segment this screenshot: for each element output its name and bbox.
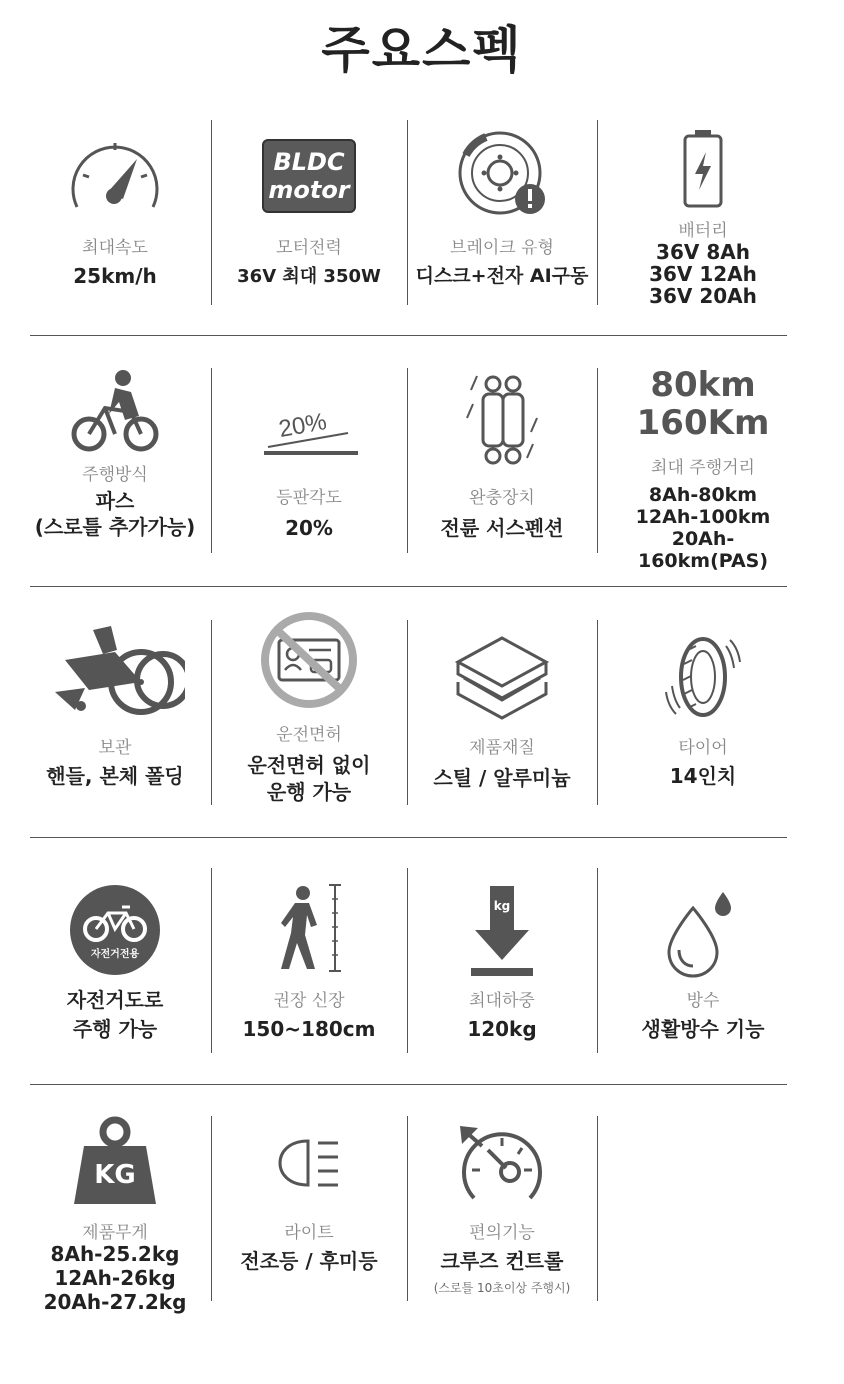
bldc-text: BLDC <box>273 148 345 176</box>
spec-value: 20% <box>285 516 333 540</box>
spec-label: 브레이크 유형 <box>450 238 554 258</box>
spec-label: 방수 <box>686 991 720 1011</box>
divider <box>597 620 598 805</box>
battery-icon <box>608 128 798 210</box>
spec-value: 디스크+전자 AI구동 <box>415 265 589 287</box>
page-title: 주요스펙 <box>321 21 523 79</box>
spec-label: 완충장치 <box>469 488 535 508</box>
spec-label: 편의기능 <box>469 1223 535 1243</box>
divider <box>211 120 212 305</box>
spec-value: 8Ah-25.2kg 12Ah-26kg 20Ah-27.2kg <box>43 1242 187 1314</box>
divider <box>211 368 212 553</box>
divider <box>211 1116 212 1301</box>
spec-label: 타이어 <box>678 738 728 758</box>
spec-value: 스틸 / 알루미늄 <box>433 766 571 790</box>
spec-label: 최대하중 <box>469 991 535 1011</box>
height-icon <box>214 883 404 973</box>
spec-label: 등판각도 <box>276 488 342 508</box>
slope-icon <box>214 393 404 463</box>
spec-value: 생활방수 기능 <box>641 1017 765 1041</box>
spec-label: 제품재질 <box>469 738 535 758</box>
folding-bike-icon <box>20 620 210 720</box>
spec-label: 최대속도 <box>82 238 148 258</box>
cruise-control-icon <box>407 1118 597 1210</box>
motor-text: motor <box>268 176 350 204</box>
disc-brake-icon <box>407 125 597 220</box>
spec-value: 120kg <box>467 1017 537 1041</box>
row-divider <box>30 335 787 336</box>
spec-value: 14인치 <box>669 764 737 788</box>
spec-value: 25km/h <box>73 264 157 288</box>
tire-icon <box>608 632 798 722</box>
spec-value: 전륜 서스펜션 <box>440 516 564 540</box>
spec-value: 파스 (스로틀 추가가능) <box>34 489 196 539</box>
spec-row-3 <box>30 620 787 805</box>
weight-icon <box>20 1116 210 1208</box>
spec-label: 운전면허 <box>276 725 342 745</box>
spec-value: 36V 최대 350W <box>237 266 381 287</box>
bicycle-road-icon <box>20 884 210 976</box>
spec-label: 모터전력 <box>276 238 342 258</box>
spec-label: 최대 주행거리 <box>651 458 755 478</box>
row-divider <box>30 837 787 838</box>
spec-value: 핸들, 본체 폴딩 <box>46 764 184 788</box>
speedometer-icon <box>20 135 210 215</box>
spec-value: 8Ah-80km 12Ah-100km 20Ah-160km(PAS) <box>635 484 771 572</box>
spec-value: 운전면허 없이 운행 가능 <box>247 753 371 804</box>
suspension-icon <box>407 368 597 468</box>
divider <box>597 1116 598 1301</box>
spec-value: 크루즈 컨트롤 <box>440 1249 564 1273</box>
cyclist-icon <box>20 368 210 453</box>
spec-row-5 <box>30 1116 787 1314</box>
bldc-motor-icon <box>214 140 404 212</box>
spec-row-2 <box>30 365 787 572</box>
spec-label: 주행방식 <box>82 465 148 485</box>
headlight-icon <box>214 1128 404 1198</box>
spec-row-1 <box>30 120 787 308</box>
no-license-icon <box>214 610 404 710</box>
divider <box>597 868 598 1053</box>
slope-text: 20% <box>276 408 329 444</box>
waterproof-icon <box>608 888 798 980</box>
row-divider <box>30 586 787 587</box>
spec-row-4 <box>30 868 787 1053</box>
divider <box>597 120 598 305</box>
row-divider <box>30 1084 787 1085</box>
spec-value: 자전거도로 주행 가능 <box>66 988 164 1041</box>
spec-label: 배터리 <box>678 221 728 241</box>
spec-label: 라이트 <box>284 1223 334 1243</box>
range-headline: 80km 160Km <box>636 365 770 443</box>
spec-label: 권장 신장 <box>273 991 345 1011</box>
divider <box>597 368 598 553</box>
spec-label: 제품무게 <box>82 1223 148 1243</box>
spec-label: 보관 <box>98 738 132 758</box>
spec-note: (스로틀 10초이상 주행시) <box>433 1281 571 1295</box>
spec-value: 36V 8Ah 36V 12Ah 36V 20Ah <box>649 240 757 308</box>
max-load-icon <box>407 886 597 978</box>
kg-text: kg <box>490 886 514 930</box>
bike-road-text: 자전거전용 <box>90 948 140 960</box>
kg-weight-text: KG <box>94 1160 136 1190</box>
material-layers-icon <box>407 632 597 722</box>
divider <box>211 620 212 805</box>
divider <box>211 868 212 1053</box>
spec-value: 150~180cm <box>242 1017 376 1041</box>
spec-value: 전조등 / 후미등 <box>240 1249 378 1273</box>
